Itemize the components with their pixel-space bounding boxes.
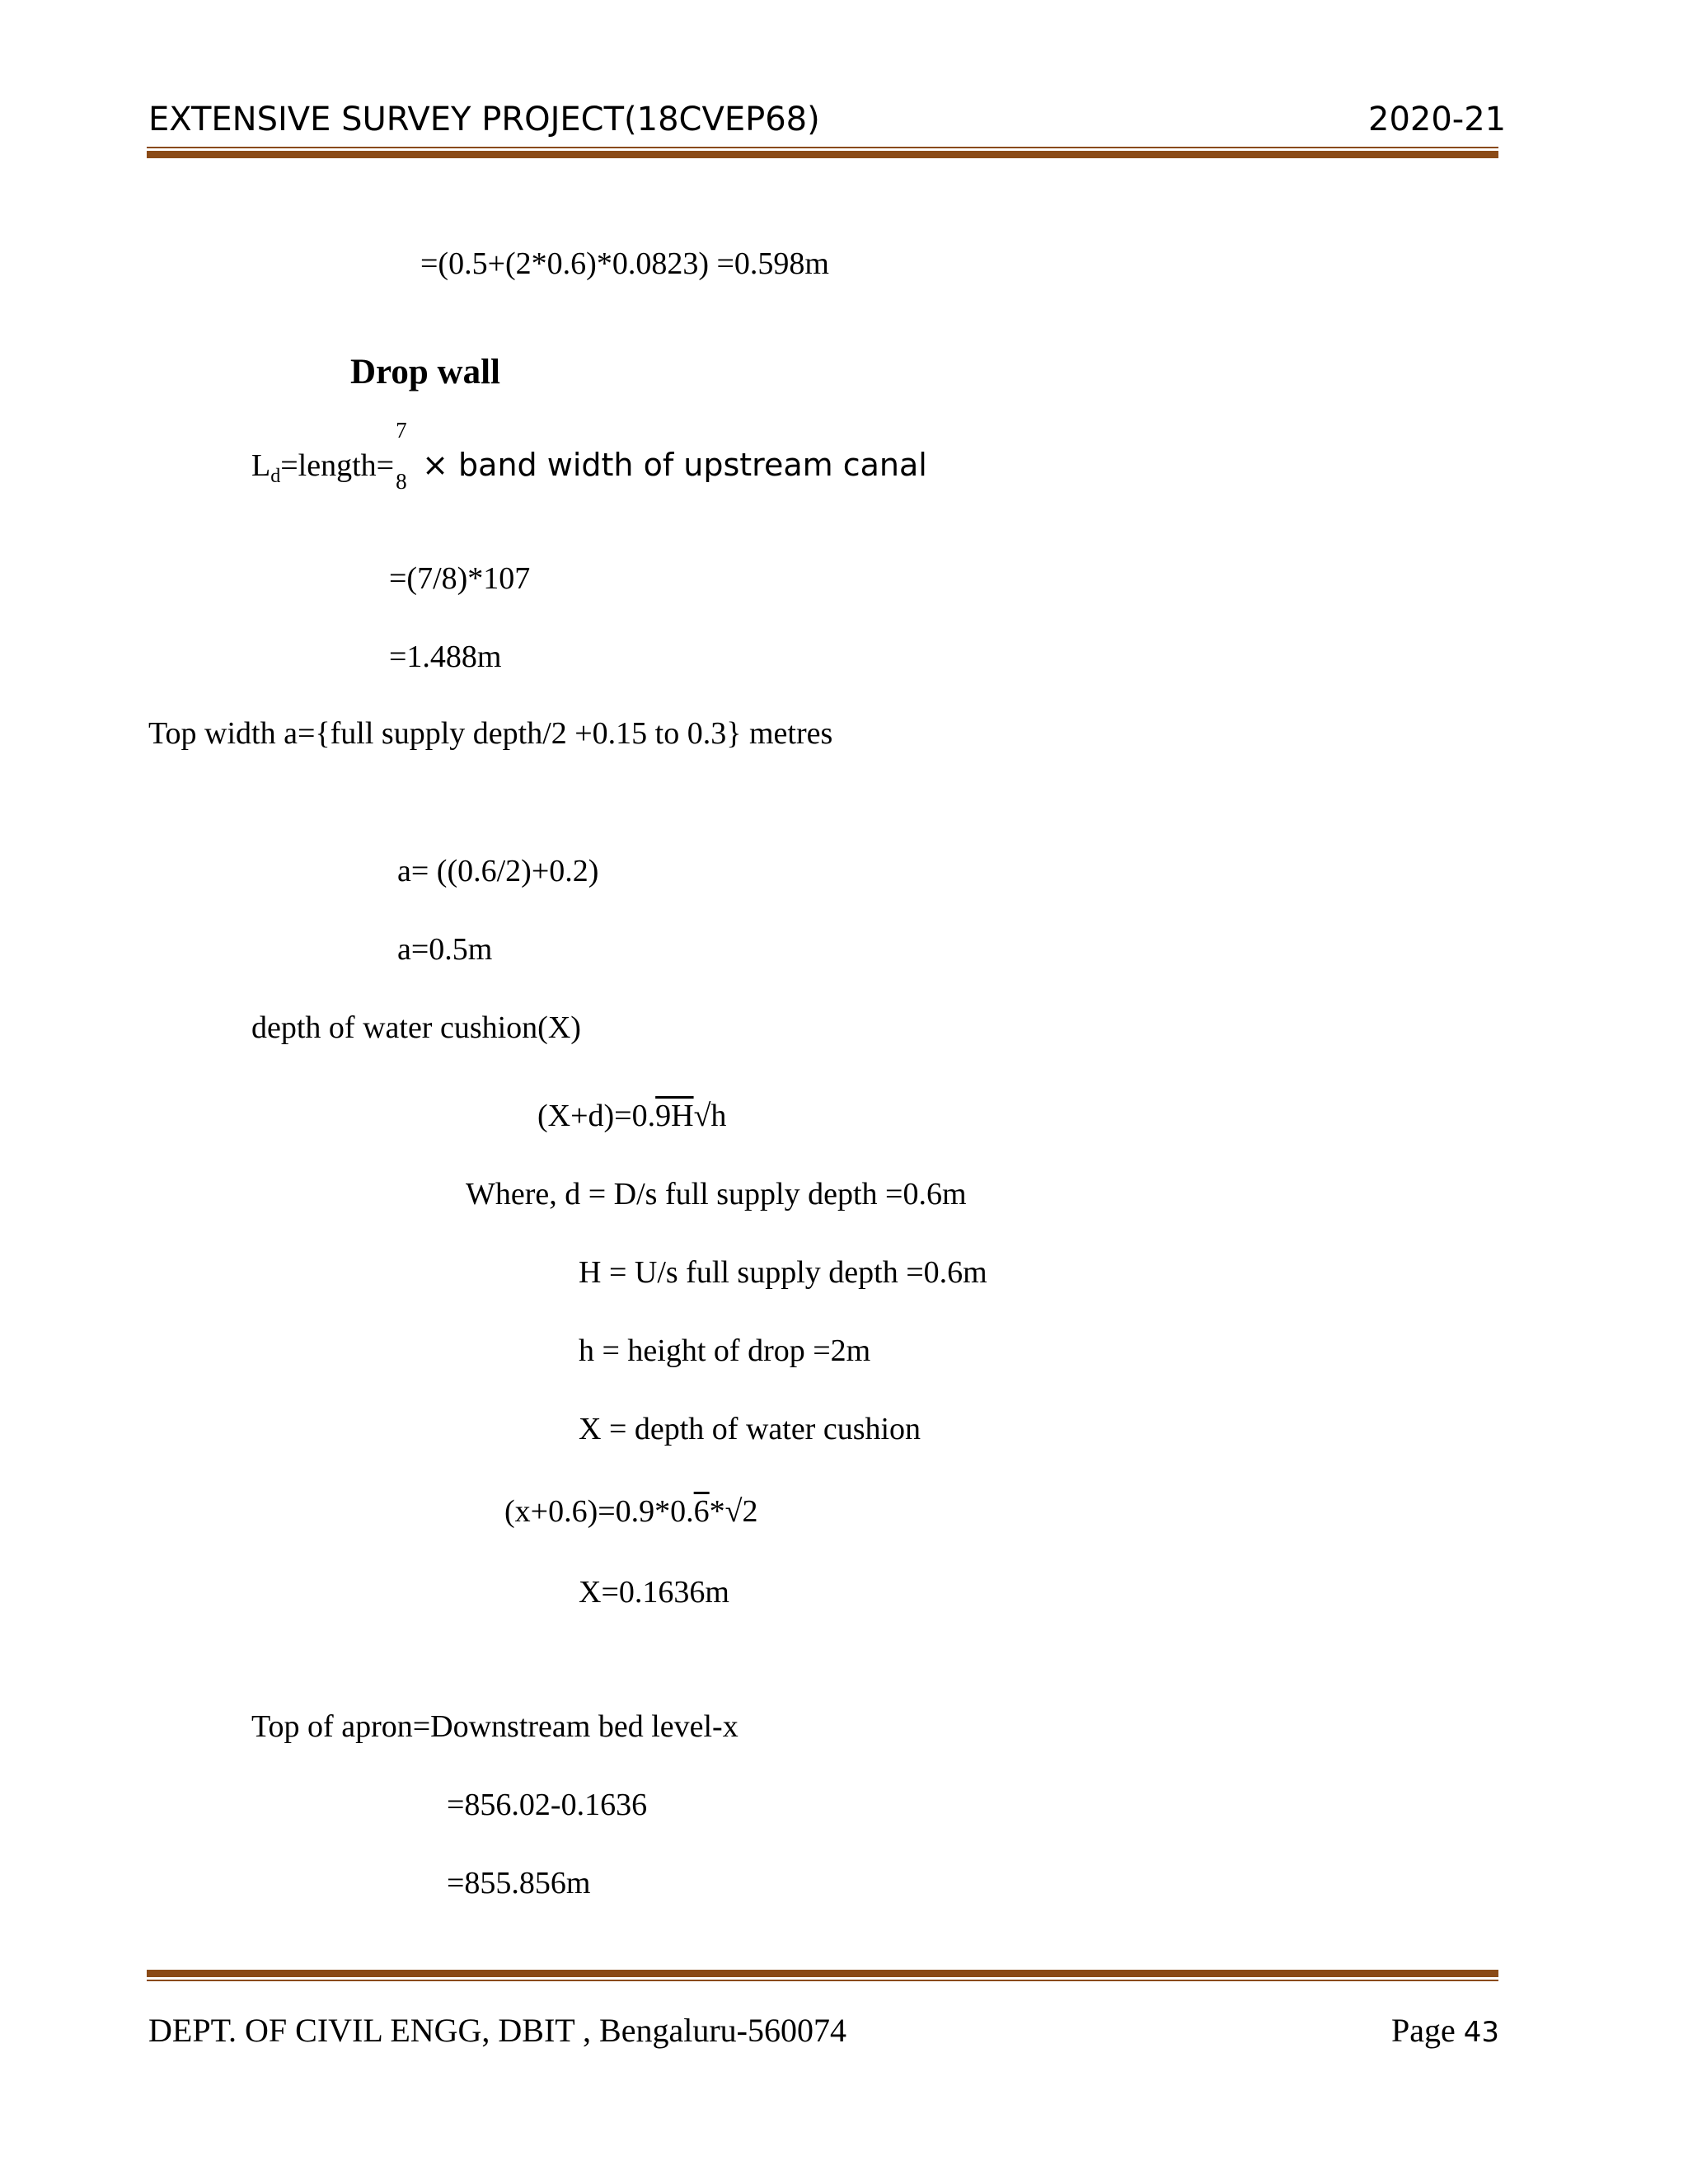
cushion-formula-part-a: (X+d)=0.	[537, 1099, 656, 1133]
cushion-formula-part-b: 9H	[655, 1099, 694, 1133]
a-calculation: a= ((0.6/2)+0.2)	[397, 854, 599, 888]
footer-department: DEPT. OF CIVIL ENGG, DBIT , Bengaluru-560074	[148, 2012, 846, 2049]
fraction-numerator: 7	[396, 418, 407, 443]
x-calc-part-a: (x+0.6)=0.9*0.	[504, 1494, 694, 1529]
drop-wall-length-formula	[251, 418, 927, 494]
water-cushion-heading: depth of water cushion(X)	[251, 1010, 581, 1045]
previous-calculation: =(0.5+(2*0.6)*0.0823) =0.598m	[420, 246, 829, 281]
x-calculation	[504, 1493, 758, 1530]
top-width-formula: Top width a={full supply depth/2 +0.15 to 0.3} metres	[148, 716, 833, 751]
where-X: X = depth of water cushion	[579, 1412, 921, 1446]
a-result: a=0.5m	[397, 932, 493, 967]
header-title: EXTENSIVE SURVEY PROJECT(18CVEP68)	[148, 101, 820, 138]
water-cushion-formula	[537, 1098, 726, 1134]
ld-description: × band width of upstream canal	[412, 447, 927, 483]
x-result: X=0.1636m	[579, 1575, 729, 1610]
ld-symbol: L	[251, 448, 271, 483]
footer-page-label: Page	[1391, 2012, 1456, 2049]
cushion-formula-part-c: √h	[693, 1099, 727, 1133]
header-rule-thick	[147, 151, 1498, 158]
apron-calculation: =856.02-0.1636	[447, 1788, 648, 1822]
footer-rule-thin	[147, 1980, 1498, 1981]
where-H: H = U/s full supply depth =0.6m	[579, 1255, 987, 1290]
apron-heading: Top of apron=Downstream bed level-x	[251, 1709, 738, 1744]
where-h: h = height of drop =2m	[579, 1333, 871, 1368]
ld-result: =1.488m	[389, 640, 502, 674]
section-heading-drop-wall: Drop wall	[350, 353, 500, 391]
apron-result: =855.856m	[447, 1866, 591, 1900]
x-calc-part-c: *√2	[709, 1494, 758, 1529]
footer-page-number: 43	[1463, 2016, 1500, 2049]
x-calc-part-b: 6	[693, 1494, 710, 1529]
where-d: Where, d = D/s full supply depth =0.6m	[466, 1177, 967, 1212]
ld-subscript: d	[270, 466, 281, 487]
ld-calculation: =(7/8)*107	[389, 561, 531, 596]
header-rule-thin	[147, 147, 1498, 148]
ld-prefix: =length=	[280, 448, 395, 483]
fraction-seven-eighths	[394, 418, 412, 494]
footer-page	[1391, 2011, 1499, 2050]
footer-rule-thick	[147, 1970, 1498, 1977]
fraction-denominator: 8	[396, 469, 407, 494]
header-year: 2020-21	[1368, 101, 1507, 138]
